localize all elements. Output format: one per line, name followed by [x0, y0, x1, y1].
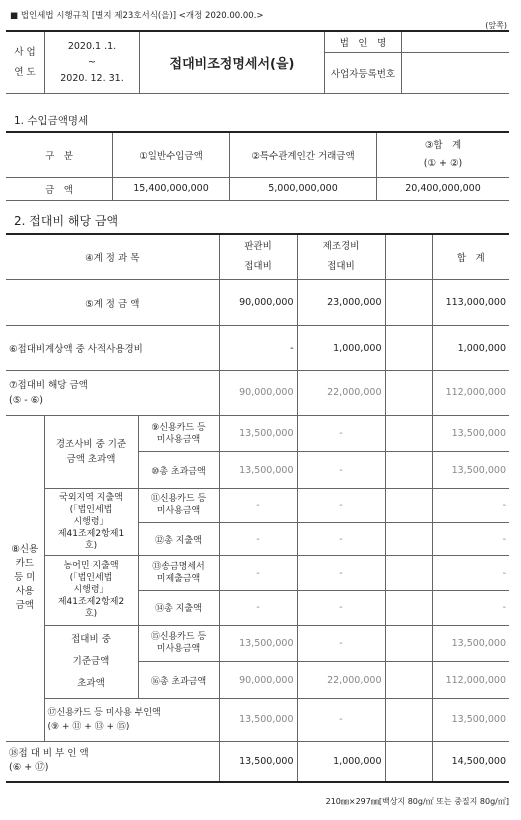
section2-title: 2. 접대비 해당 금액: [14, 214, 119, 228]
row16-blank: [385, 662, 432, 699]
row6-mfg: 1,000,000: [297, 326, 385, 371]
row10-total: 13,500,000: [432, 452, 509, 489]
row14-sales: -: [219, 590, 297, 625]
row5-mfg: 23,000,000: [297, 280, 385, 326]
row5-total: 113,000,000: [432, 280, 509, 326]
period-end: 2020. 12. 31.: [60, 72, 124, 84]
paper-spec-footer: 210㎜×297㎜[백상지 80g/㎡ 또는 중질지 80g/㎡]: [325, 797, 509, 806]
row13-total: -: [432, 556, 509, 591]
row7-sales: 90,000,000: [219, 370, 297, 415]
row7-mfg: 22,000,000: [297, 370, 385, 415]
row13-label: ⑬송금명세서 미제출금액: [138, 556, 219, 591]
row9-total: 13,500,000: [432, 415, 509, 452]
row12-label: ⑫총 지출액: [138, 522, 219, 556]
row11-blank: [385, 489, 432, 523]
row16-mfg: 22,000,000: [297, 662, 385, 699]
row10-mfg: -: [297, 452, 385, 489]
corp-name-label: 법 인 명: [325, 31, 402, 52]
income-col-category: 구 분: [6, 132, 113, 177]
row13-mfg: -: [297, 556, 385, 591]
row16-sales: 90,000,000: [219, 662, 297, 699]
form-reference: ■ 법인세법 시행규칙 [별지 제23호서식(을)] <개정 2020.00.00.>: [10, 11, 264, 21]
group4-label: 접대비 중 기준금액 초과액: [44, 625, 138, 698]
row18-total: 14,500,000: [432, 741, 509, 782]
row6-label: ⑥접대비계상액 중 사적사용경비: [6, 326, 219, 371]
row6-total: 1,000,000: [432, 326, 509, 371]
section1-title: 1. 수입금액명세: [14, 115, 89, 127]
income-col-related: ②특수관계인간 거래금액: [230, 132, 377, 177]
row18-label: ⑱접 대 비 부 인 액 (⑥ + ⑰): [6, 741, 219, 782]
header-table: [6, 30, 509, 94]
row18-mfg: 1,000,000: [297, 741, 385, 782]
row9-blank: [385, 415, 432, 452]
income-total-value: 20,400,000,000: [377, 177, 510, 201]
row9-sales: 13,500,000: [219, 415, 297, 452]
row12-total: -: [432, 522, 509, 556]
col-mfg-entertainment: 제조경비 접대비: [297, 234, 385, 280]
group1-label: 경조사비 중 기준 금액 초과액: [44, 415, 138, 488]
row14-total: -: [432, 590, 509, 625]
row7-label: ⑦접대비 해당 금액 (⑤ - ⑥): [6, 370, 219, 415]
row7-blank: [385, 370, 432, 415]
row17-blank: [385, 698, 432, 741]
period-start: 2020.1 .1.: [67, 40, 117, 52]
income-related-value: 5,000,000,000: [230, 177, 377, 201]
income-col-general: ①일반수입금액: [113, 132, 230, 177]
row17-sales: 13,500,000: [219, 698, 297, 741]
row6-sales: -: [219, 326, 297, 371]
row10-blank: [385, 452, 432, 489]
income-row-label: 금 액: [6, 177, 113, 201]
biz-year-label: 사 업 연 도: [6, 31, 45, 94]
biz-no-value: [402, 52, 510, 94]
row14-blank: [385, 590, 432, 625]
income-table: [6, 131, 509, 201]
row12-mfg: -: [297, 522, 385, 556]
row15-sales: 13,500,000: [219, 625, 297, 662]
row12-blank: [385, 522, 432, 556]
col-sales-entertainment: 판관비 접대비: [219, 234, 297, 280]
row18-sales: 13,500,000: [219, 741, 297, 782]
col-total: 합 계: [432, 234, 509, 280]
row11-label: ⑪신용카드 등 미사용금액: [138, 489, 219, 523]
row13-sales: -: [219, 556, 297, 591]
biz-no-label: 사업자등록번호: [325, 52, 402, 94]
row9-label: ⑨신용카드 등 미사용금액: [138, 415, 219, 452]
row5-blank: [385, 280, 432, 326]
row15-blank: [385, 625, 432, 662]
row11-sales: -: [219, 489, 297, 523]
row7-total: 112,000,000: [432, 370, 509, 415]
row14-mfg: -: [297, 590, 385, 625]
group2-label: 국외지역 지출액 (「법인세법 시행령」 제41조제2항제1 호): [44, 489, 138, 556]
row14-label: ⑭총 지출액: [138, 590, 219, 625]
row17-mfg: -: [297, 698, 385, 741]
row5-label: ⑤계 정 금 액: [6, 280, 219, 326]
row10-sales: 13,500,000: [219, 452, 297, 489]
period-tilde: ~: [88, 56, 96, 68]
row17-total: 13,500,000: [432, 698, 509, 741]
corp-name-value: [402, 31, 510, 52]
row9-mfg: -: [297, 415, 385, 452]
row10-label: ⑩총 초과금액: [138, 452, 219, 489]
biz-period: [45, 31, 140, 94]
entertainment-table: [6, 233, 509, 783]
col-account-item: ④계 정 과 목: [6, 234, 219, 280]
col-blank: [385, 234, 432, 280]
row12-sales: -: [219, 522, 297, 556]
row17-label: ⑰신용카드 등 미사용 부인액 (⑨ + ⑪ + ⑬ + ⑮): [44, 698, 219, 741]
row16-label: ⑯총 초과금액: [138, 662, 219, 699]
group3-label: 농어민 지출액 (「법인세법 시행령」 제41조제2항제2 호): [44, 556, 138, 625]
row15-total: 13,500,000: [432, 625, 509, 662]
row15-mfg: -: [297, 625, 385, 662]
card-unused-label: ⑧신용 카드 등 미 사용 금액: [6, 415, 44, 741]
row13-blank: [385, 556, 432, 591]
row11-total: -: [432, 489, 509, 523]
row6-blank: [385, 326, 432, 371]
row16-total: 112,000,000: [432, 662, 509, 699]
income-general-value: 15,400,000,000: [113, 177, 230, 201]
row18-blank: [385, 741, 432, 782]
row15-label: ⑮신용카드 등 미사용금액: [138, 625, 219, 662]
row5-sales: 90,000,000: [219, 280, 297, 326]
income-col-total: ③합 계 (① + ②): [377, 132, 510, 177]
row11-mfg: -: [297, 489, 385, 523]
form-title: 접대비조정명세서(을): [140, 31, 325, 94]
page-side-note: (앞쪽): [485, 21, 507, 30]
